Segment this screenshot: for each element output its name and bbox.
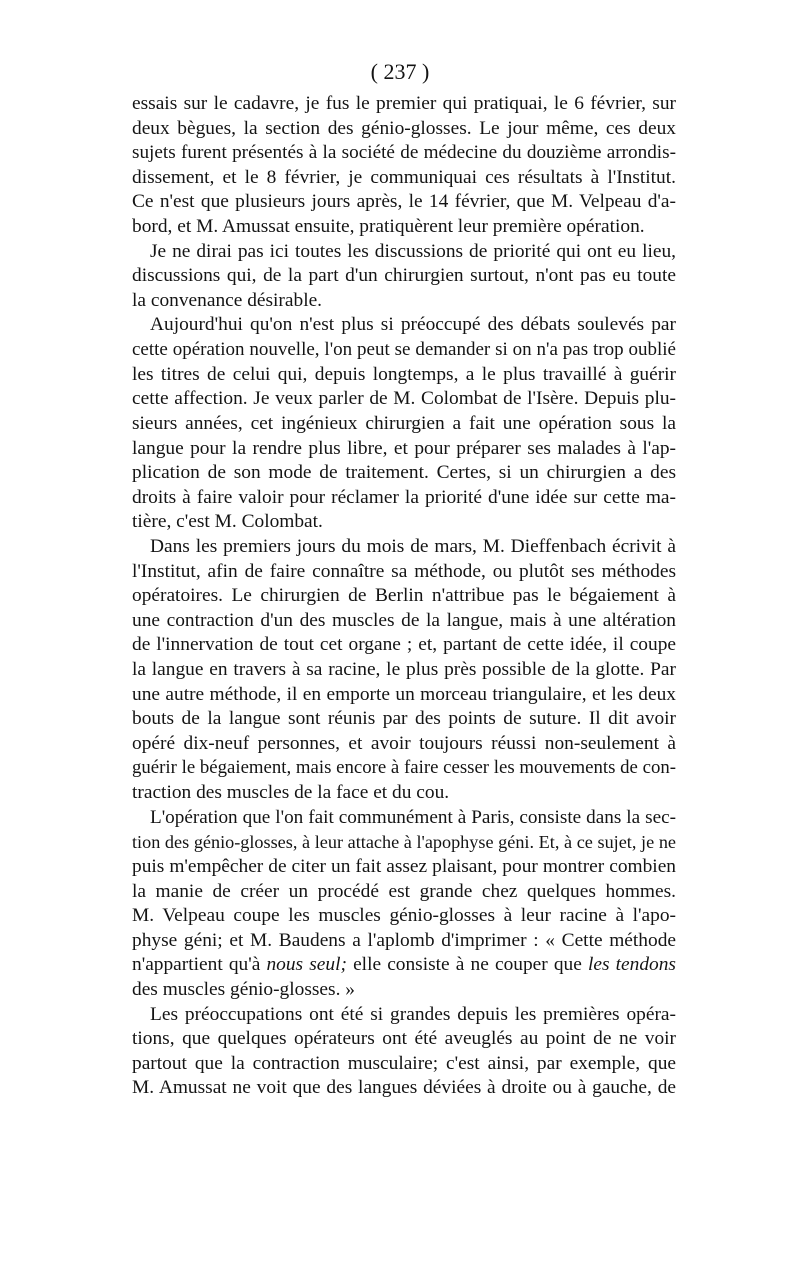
text-line: deux bègues, la section des génio-glosses. Le jour même, ces deux xyxy=(132,117,676,139)
text-line: physe géni; et M. Baudens a l'aplomb d'imprimer : « Cette méthode xyxy=(132,929,676,951)
text-line: guérir le bégaiement, mais encore à faire cesser les mouvements de con- xyxy=(132,757,676,779)
body-text xyxy=(132,92,676,1101)
text-line: Je ne dirai pas ici toutes les discussions de priorité qui ont eu lieu, xyxy=(150,240,676,262)
text-line: Ce n'est que plusieurs jours après, le 14 février, que M. Velpeau d'a- xyxy=(132,191,676,213)
page-number: ( 237 ) xyxy=(370,59,430,84)
text-line: de l'innervation de tout cet organe ; et, partant de cette idée, il coupe xyxy=(132,634,676,656)
text-line: droits à faire valoir pour réclamer la priorité d'une idée sur cette ma- xyxy=(132,486,676,508)
text-line: M. Velpeau coupe les muscles génio-glosses à leur racine à l'apo- xyxy=(132,905,676,927)
text-line: M. Amussat ne voit que des langues déviées à droite ou à gauche, de xyxy=(132,1077,676,1099)
text-line: Les préoccupations ont été si grandes depuis les premières opéra- xyxy=(150,1003,676,1025)
text-line: sieurs années, cet ingénieux chirurgien a fait une opération sous la xyxy=(132,412,676,434)
text-line: langue pour la rendre plus libre, et pour préparer ses malades à l'ap- xyxy=(132,437,676,459)
text-line: une contraction d'un des muscles de la langue, mais à une altération xyxy=(132,609,676,631)
text-line: la manie de créer un procédé est grande chez quelques hommes. xyxy=(132,880,676,902)
text-line: tion des génio-glosses, à leur attache à l'apophyse géni. Et, à ce sujet, je ne xyxy=(132,832,676,853)
text-span: n'appartient qu'à xyxy=(132,954,267,976)
text-line: des muscles génio-glosses. » xyxy=(132,978,355,1000)
text-line: la langue en travers à sa racine, le plus près possible de la glotte. Par xyxy=(132,659,676,681)
text-line: essais sur le cadavre, je fus le premier qui pratiquai, le 6 février, sur xyxy=(132,93,676,114)
text-line: Aujourd'hui qu'on n'est plus si préoccupé des débats soulevés par xyxy=(150,314,676,336)
text-line: cette affection. Je veux parler de M. Colombat de l'Isère. Depuis plu- xyxy=(132,388,676,410)
italic-phrase: les tendons xyxy=(587,954,676,976)
text-line: tions, que quelques opérateurs ont été aveuglés au point de ne voir xyxy=(132,1028,676,1050)
text-line: tière, c'est M. Colombat. xyxy=(132,511,323,533)
text-line: dissement, et le 8 février, je communiquai ces résultats à l'Institut. xyxy=(132,166,676,188)
text-line: puis m'empêcher de citer un fait assez plaisant, pour montrer combien xyxy=(132,855,676,877)
text-line: bord, et M. Amussat ensuite, pratiquèrent leur première opération. xyxy=(132,216,645,238)
text-line: sujets furent présentés à la société de médecine du douzième arrondis- xyxy=(132,142,676,164)
text-line: Dans les premiers jours du mois de mars, M. Dieffenbach écrivit à xyxy=(150,535,676,557)
text-line xyxy=(132,953,676,978)
italic-phrase: nous seul; xyxy=(266,954,347,976)
text-line: opératoires. Le chirurgien de Berlin n'attribue pas le bégaiement à xyxy=(132,585,676,607)
text-line: une autre méthode, il en emporte un morceau triangulaire, et les deux xyxy=(132,683,676,705)
text-line: opéré dix-neuf personnes, et avoir toujours réussi non-seulement à xyxy=(132,732,676,754)
text-line: bouts de la langue sont réunis par des points de suture. Il dit avoir xyxy=(132,708,676,730)
text-line: les titres de celui qui, depuis longtemps, a le plus travaillé à guérir xyxy=(132,363,676,385)
text-line: l'Institut, afin de faire connaître sa méthode, ou plutôt ses méthodes xyxy=(132,560,676,582)
text-line: L'opération que l'on fait communément à Paris, consiste dans la sec- xyxy=(150,806,676,828)
text-span: elle consiste à ne couper que xyxy=(346,954,588,976)
text-line: cette opération nouvelle, l'on peut se demander si on n'a pas trop oublié xyxy=(132,339,676,361)
text-line: plication de son mode de traitement. Certes, si un chirurgien a des xyxy=(132,462,676,484)
text-line: partout que la contraction musculaire; c'est ainsi, par exemple, que xyxy=(132,1052,676,1074)
text-line: traction des muscles de la face et du cou. xyxy=(132,782,450,804)
text-line: discussions qui, de la part d'un chirurgien surtout, n'ont pas eu toute xyxy=(132,265,676,287)
text-line: la convenance désirable. xyxy=(132,289,323,311)
